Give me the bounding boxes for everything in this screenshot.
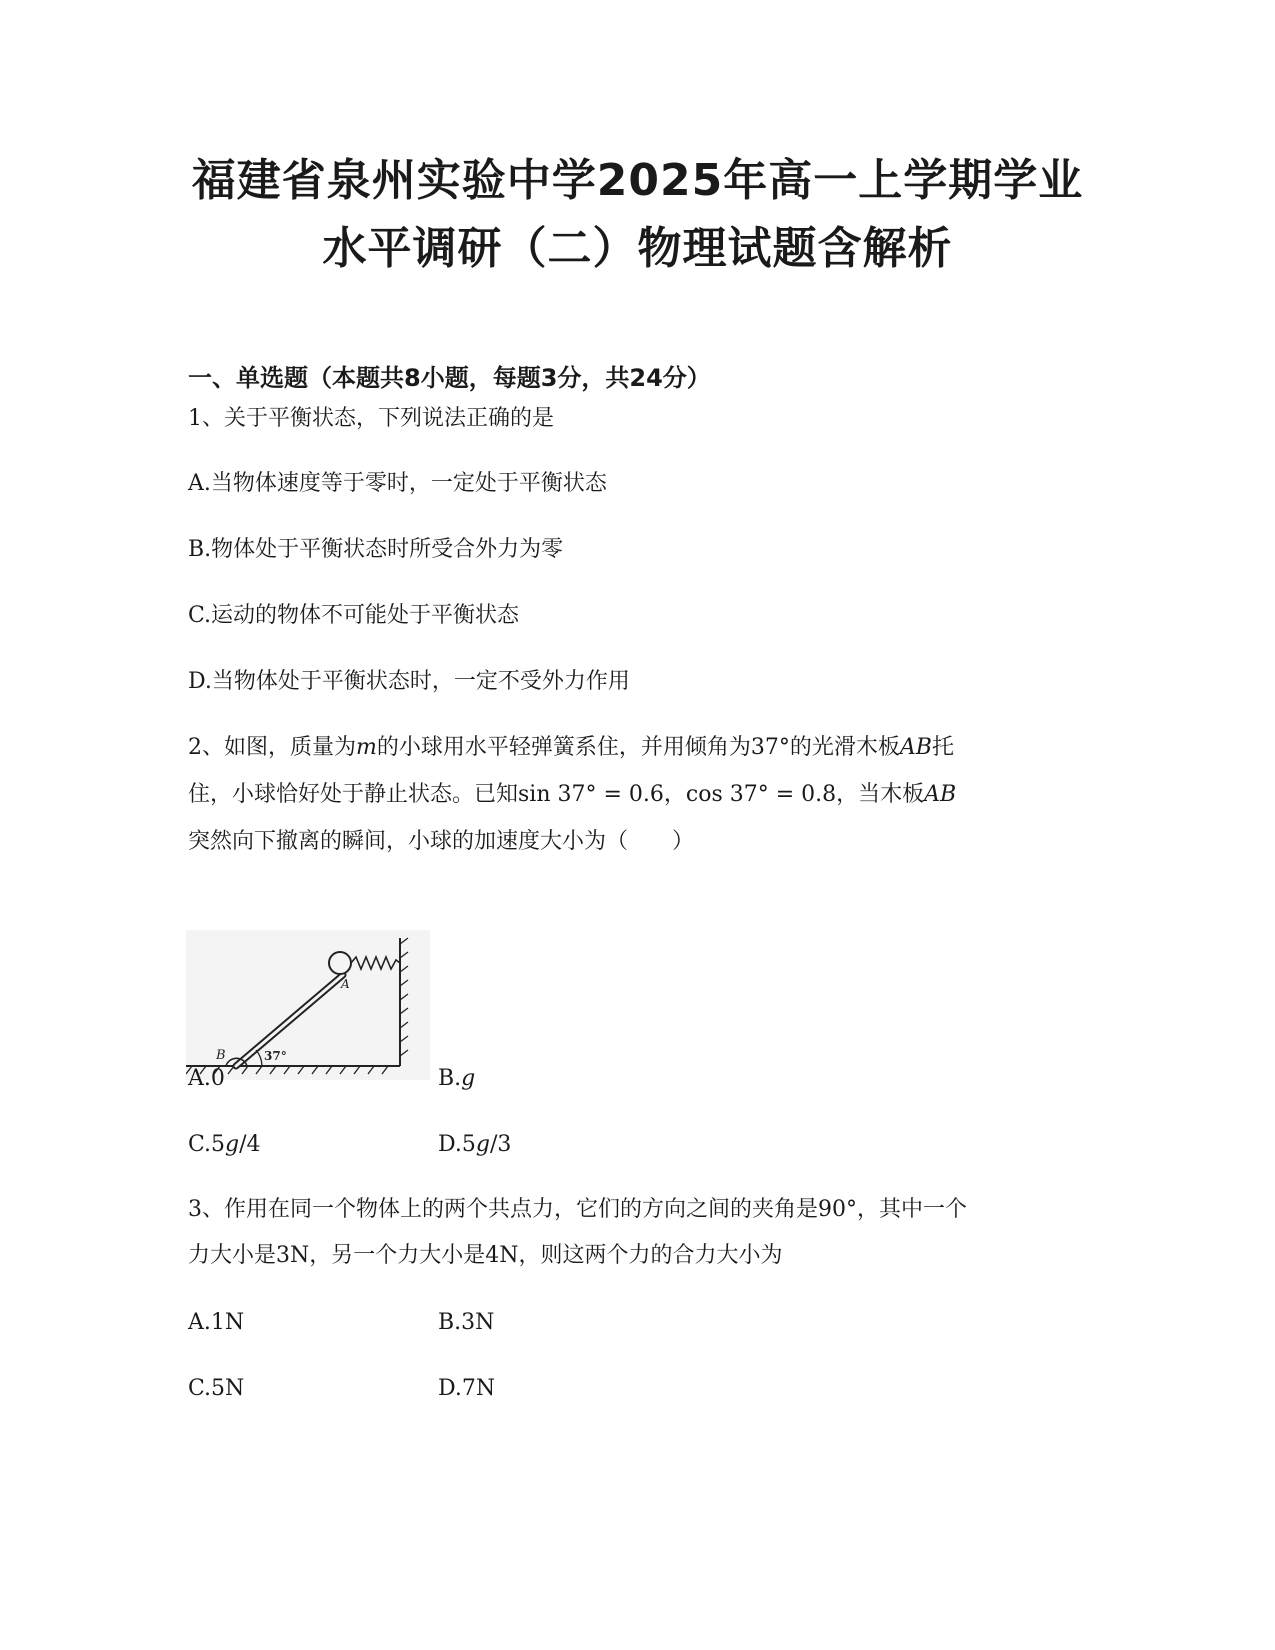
question-3-option-d: D.7N [438,1376,496,1401]
question-2-option-a: A.0 [188,1066,225,1091]
question-2-option-c [188,1128,261,1162]
gravity-variable: g [475,1132,490,1157]
option-prefix: C.5 [188,1132,226,1157]
question-3-option-a: A.1N [188,1310,245,1335]
question-3-option-c: C.5N [188,1376,245,1401]
question-2-stem-line-2 [188,778,956,812]
document-title-line-2: 水平调研（二）物理试题含解析 [322,223,953,274]
question-1-stem: 1、关于平衡状态，下列说法正确的是 [188,406,554,431]
document-title-line-1: 福建省泉州实验中学2025年高一上学期学业 [191,155,1084,206]
question-2-text: 的小球用水平轻弹簧系住，并用倾角为37°的光滑木板 [376,735,900,760]
question-3-option-b: B.3N [438,1310,495,1335]
question-2-option-d [438,1128,511,1162]
mass-variable: m [356,735,377,760]
option-suffix: /3 [489,1132,512,1157]
ball [329,952,351,974]
question-2-text: 2、如图，质量为 [188,735,356,760]
option-prefix: D.5 [438,1132,476,1157]
section-heading: 一、单选题（本题共8小题，每题3分，共24分） [188,364,711,392]
question-1-option-a: A.当物体速度等于零时，一定处于平衡状态 [188,471,607,496]
option-prefix: B. [438,1066,462,1091]
angle-label: 37° [264,1049,287,1063]
gravity-variable: g [461,1066,476,1091]
question-2-text: 托 [931,735,954,760]
question-3-stem-line-2: 力大小是3N，另一个力大小是4N，则这两个力的合力大小为 [188,1243,783,1268]
inclined-board-figure [186,930,430,1080]
question-1-option-b: B.物体处于平衡状态时所受合外力为零 [188,537,564,562]
question-2-text: 住，小球恰好处于静止状态。已知sin 37° = 0.6，cos 37° = 0.8，当木板 [188,782,925,807]
board-label: AB [924,782,957,807]
board-label: AB [899,735,932,760]
question-3-stem-line-1: 3、作用在同一个物体上的两个共点力，它们的方向之间的夹角是90°，其中一个 [188,1197,967,1222]
option-suffix: /4 [239,1132,261,1157]
question-2-stem-line-3: 突然向下撤离的瞬间，小球的加速度大小为（ ） [188,829,695,854]
question-2-stem-line-1 [188,731,954,765]
question-2-option-b [438,1062,475,1096]
question-1-option-c: C.运动的物体不可能处于平衡状态 [188,603,520,628]
label-b: B [216,1048,226,1063]
question-1-option-d: D.当物体处于平衡状态时，一定不受外力作用 [188,669,630,694]
label-a: A [341,977,350,991]
gravity-variable: g [225,1132,240,1157]
